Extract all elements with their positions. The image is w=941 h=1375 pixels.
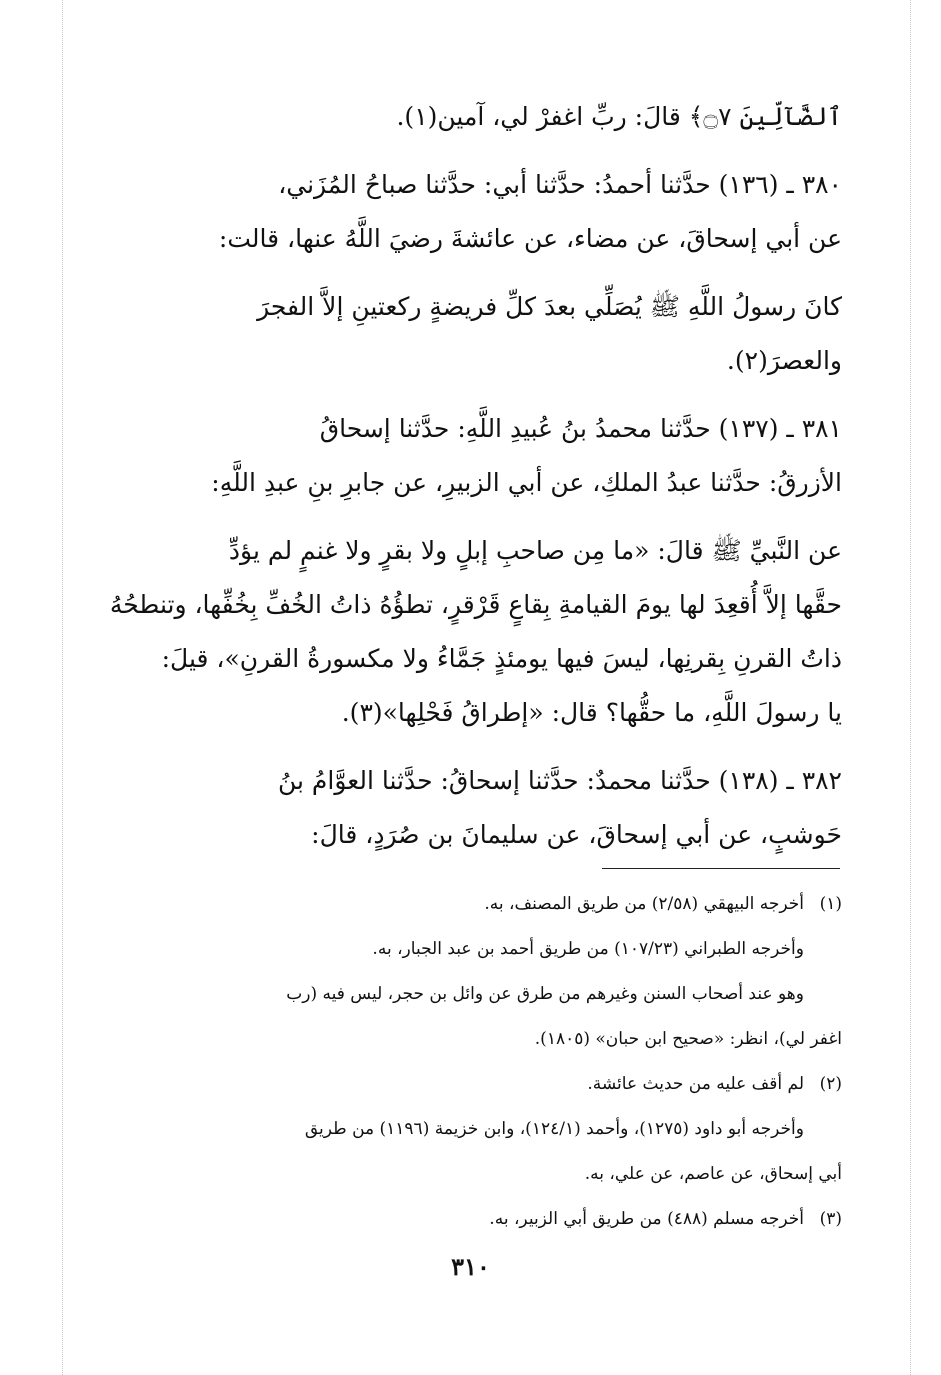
footnote-text: وهو عند أصحاب السنن وغيرهم من طرق عن وائل بن حجر، ليس فيه (رب bbox=[286, 984, 804, 1004]
hadith-text-line: ذاتُ القرنِ بِقرنِها، ليسَ فيها يومئذٍ جَمَّاءُ ولا مكسورةُ القرنِ»، قيلَ: bbox=[161, 644, 842, 673]
hadith-text-line: والعصرَ(٢). bbox=[726, 346, 842, 375]
hadith-line: عن أبي إسحاقَ، عن مضاء، عن عائشةَ رضيَ اللَّهُ عنها، قالت: bbox=[218, 224, 842, 253]
footnote bbox=[112, 882, 842, 927]
hadith-text-line: حقَّها إلاَّ أُقعِدَ لها يومَ القيامةِ بِقاعٍ قَرْقرٍ، تطؤُهُ ذاتُ الخُفِّ بِخُفِّها، وتنطحُهُ bbox=[109, 590, 842, 619]
footnote-text: أبي إسحاق، عن عاصم، عن علي، به. bbox=[584, 1164, 842, 1184]
hadith-line: ٣٨٢ ـ (١٣٨) حدَّثنا محمدٌ: حدَّثنا إسحاقُ: حدَّثنا العوَّامُ بنُ bbox=[278, 766, 842, 795]
scan-edge-left bbox=[62, 0, 63, 1375]
footnote-text: أخرجه البيهقي (٢/٥٨) من طريق المصنف، به. bbox=[484, 894, 804, 914]
footnote-text: وأخرجه الطبراني (١٠٧/٢٣) من طريق أحمد بن عبد الجبار، به. bbox=[372, 939, 804, 959]
footnote-text: وأخرجه أبو داود (١٢٧٥)، وأحمد (١٢٤/١)، وابن خزيمة (١١٩٦) من طريق bbox=[304, 1119, 804, 1139]
page-number: ٣١٠ bbox=[451, 1252, 490, 1281]
footnote-separator bbox=[602, 868, 840, 869]
hadith-text-line: كانَ رسولُ اللَّهِ ﷺ يُصَلِّي بعدَ كلِّ فريضةٍ ركعتينِ إلاَّ الفجرَ bbox=[257, 292, 842, 321]
opening-verse bbox=[112, 90, 842, 144]
main-text bbox=[109, 90, 842, 876]
footnote-number: (٢) bbox=[819, 1074, 842, 1094]
hadith-line: ٣٨٠ ـ (١٣٦) حدَّثنا أحمدُ: حدَّثنا أبي: حدَّثنا صباحُ المُزَني، bbox=[278, 170, 842, 199]
footnote-number: (٣) bbox=[819, 1209, 842, 1229]
footnote bbox=[112, 972, 842, 1017]
hadith-380-isnad bbox=[112, 158, 842, 266]
hadith-380-text bbox=[112, 280, 842, 388]
footnote bbox=[112, 1017, 842, 1062]
footnotes bbox=[112, 882, 842, 1242]
scan-edge-right bbox=[910, 0, 911, 1375]
hadith-text-line: عن النَّبيِّ ﷺ قالَ: «ما مِن صاحبِ إبلٍ ولا بقرٍ ولا غنمٍ لم يؤدِّ bbox=[228, 536, 842, 565]
hadith-381-text bbox=[109, 524, 842, 740]
footnote bbox=[112, 927, 842, 972]
hadith-line: حَوشبٍ، عن أبي إسحاقَ، عن سليمانَ بن صُرَدٍ، قالَ: bbox=[311, 820, 842, 849]
hadith-381-isnad bbox=[112, 402, 842, 510]
opening-line: ٱلضَّآلِّينَ ۝٧﴾ قالَ: ربِّ اغفرْ لي، آمين(١). bbox=[396, 102, 842, 131]
footnote bbox=[112, 1197, 842, 1242]
hadith-text-line: يا رسولَ اللَّهِ، ما حقُّها؟ قال: «إطراقُ فَحْلِها»(٣). bbox=[341, 698, 842, 727]
footnote bbox=[112, 1152, 842, 1197]
footnote-text: لم أقف عليه من حديث عائشة. bbox=[587, 1074, 804, 1094]
footnote-text: أخرجه مسلم (٤٨٨) من طريق أبي الزبير، به. bbox=[489, 1209, 804, 1229]
footnote bbox=[112, 1107, 842, 1152]
hadith-line: الأزرقُ: حدَّثنا عبدُ الملكِ، عن أبي الزبيرِ، عن جابرِ بنِ عبدِ اللَّهِ: bbox=[211, 468, 842, 497]
footnote bbox=[112, 1062, 842, 1107]
hadith-line: ٣٨١ ـ (١٣٧) حدَّثنا محمدُ بنُ عُبيدِ اللَّهِ: حدَّثنا إسحاقُ bbox=[319, 414, 842, 443]
hadith-382-isnad bbox=[112, 754, 842, 862]
footnote-number: (١) bbox=[819, 894, 842, 914]
footnote-text: اغفر لي)، انظر: «صحيح ابن حبان» (١٨٠٥). bbox=[534, 1029, 842, 1049]
